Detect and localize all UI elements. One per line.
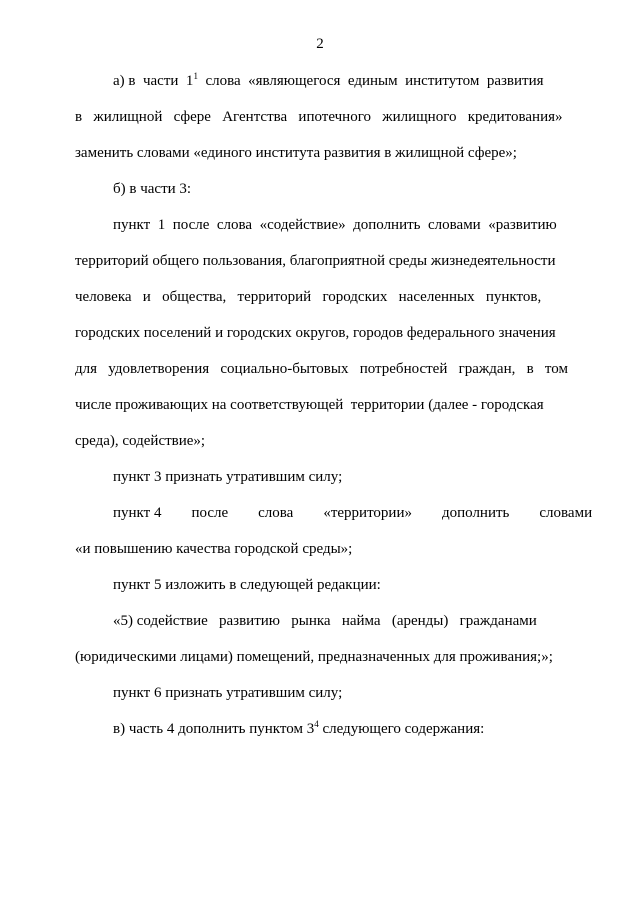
paragraph-a-text-cont: слова «являющегося единым институтом развития <box>197 73 544 89</box>
text-line: «и повышению качества городской среды»; <box>75 541 353 557</box>
text-line: пункт 1 после слова «содействие» дополнить словами «развитию <box>113 217 557 233</box>
text-line: (юридическими лицами) помещений, предназначенных для проживания;»; <box>75 649 553 665</box>
text-line: «5) содействие развитию рынка найма (аренды) гражданами <box>113 613 537 629</box>
text-line: для удовлетворения социально-бытовых потребностей граждан, в том <box>75 361 569 377</box>
paragraph-c-text: в) часть 4 дополнить пунктом 3 <box>113 721 315 737</box>
text-line: городских поселений и городских округов, городов федерального значения <box>75 325 556 341</box>
paragraph-a-text: а) в части 1 <box>113 73 194 89</box>
paragraph-c <box>113 720 565 738</box>
paragraph-b: б) в части 3: <box>113 181 192 197</box>
page-number: 2 <box>316 36 324 52</box>
text-line: среда), содействие»; <box>75 433 206 449</box>
text-line: в жилищной сфере Агентства ипотечного жилищного кредитования» <box>75 109 563 125</box>
text-line: заменить словами «единого института развития в жилищной сфере»; <box>75 145 517 161</box>
text-line: территорий общего пользования, благоприятной среды жизнедеятельности <box>75 253 556 269</box>
text-line: пункт 6 признать утратившим силу; <box>113 685 343 701</box>
paragraph-c-text-cont: следующего содержания: <box>318 721 485 737</box>
text-line: человека и общества, территорий городских населенных пунктов, <box>75 289 542 305</box>
text-line: пункт 3 признать утратившим силу; <box>113 469 343 485</box>
text-line: пункт 5 изложить в следующей редакции: <box>113 577 381 593</box>
text-line: числе проживающих на соответствующей территории (далее - городская <box>75 397 544 413</box>
text-line: пункт 4 после слова «территории» дополнить словами <box>113 505 593 521</box>
superscript: 1 <box>193 71 198 81</box>
paragraph-a <box>113 72 565 90</box>
superscript: 4 <box>314 719 319 729</box>
